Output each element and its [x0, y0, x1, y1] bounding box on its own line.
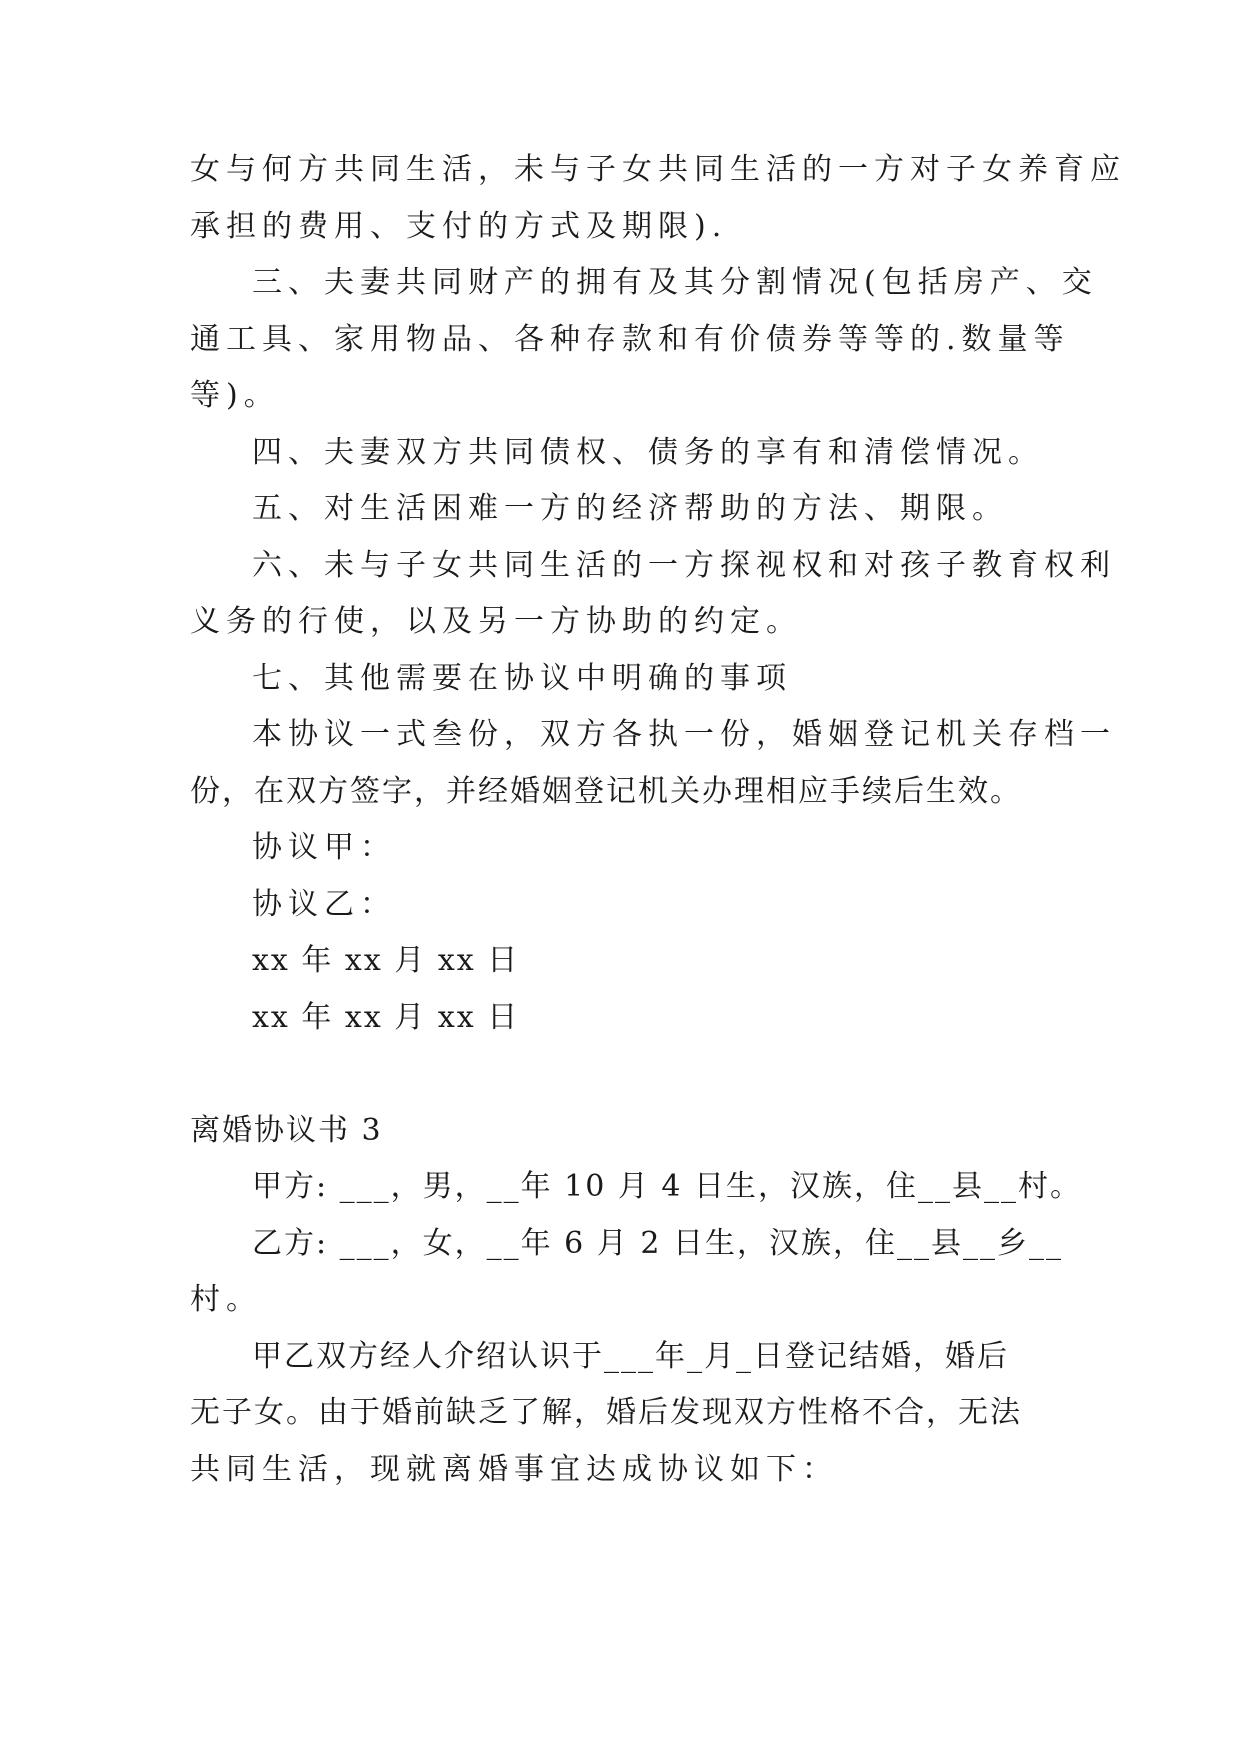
- party-a-info-line: 甲方: ___，男，__年 10 月 4 日生，汉族，住__县__村。: [252, 1169, 1083, 1204]
- clause-4-line: 四、夫妻双方共同债权、债务的享有和清偿情况。: [252, 435, 1044, 470]
- date-line: xx 年 xx 月 xx 日: [252, 1000, 520, 1035]
- paragraph-line: 甲乙双方经人介绍认识于___年_月_日登记结婚，婚后: [252, 1339, 1009, 1374]
- party-b-signature-line: 协议乙：: [252, 887, 396, 922]
- clause-7-line: 七、其他需要在协议中明确的事项: [252, 661, 792, 696]
- paragraph-line: 本协议一式叁份，双方各执一份，婚姻登记机关存档一: [252, 717, 1116, 752]
- party-b-info-line: 乙方: ___，女，__年 6 月 2 日生，汉族，住__县__乡__: [252, 1226, 1063, 1261]
- clause-6-line: 六、未与子女共同生活的一方探视权和对孩子教育权利: [252, 548, 1116, 583]
- paragraph-line: 通工具、家用物品、各种存款和有价债券等等的.数量等: [190, 322, 1070, 357]
- paragraph-line: 女与何方共同生活，未与子女共同生活的一方对子女养育应: [190, 152, 1126, 187]
- paragraph-line: 村。: [190, 1282, 262, 1317]
- clause-3-line: 三、夫妻共同财产的拥有及其分割情况(包括房产、交: [252, 265, 1098, 300]
- clause-5-line: 五、对生活困难一方的经济帮助的方法、期限。: [252, 491, 1008, 526]
- paragraph-line: 份，在双方签字，并经婚姻登记机关办理相应手续后生效。: [190, 774, 1022, 809]
- paragraph-line: 义务的行使，以及另一方协助的约定。: [190, 604, 802, 639]
- party-a-signature-line: 协议甲：: [252, 830, 396, 865]
- paragraph-line: 无子女。由于婚前缺乏了解，婚后发现双方性格不合，无法: [190, 1395, 1022, 1430]
- paragraph-line: 等)。: [190, 378, 280, 413]
- paragraph-line: 承担的费用、支付的方式及期限).: [190, 209, 728, 244]
- date-line: xx 年 xx 月 xx 日: [252, 943, 520, 978]
- paragraph-line: 共同生活，现就离婚事宜达成协议如下：: [190, 1452, 838, 1487]
- section-title: 离婚协议书 3: [190, 1113, 383, 1148]
